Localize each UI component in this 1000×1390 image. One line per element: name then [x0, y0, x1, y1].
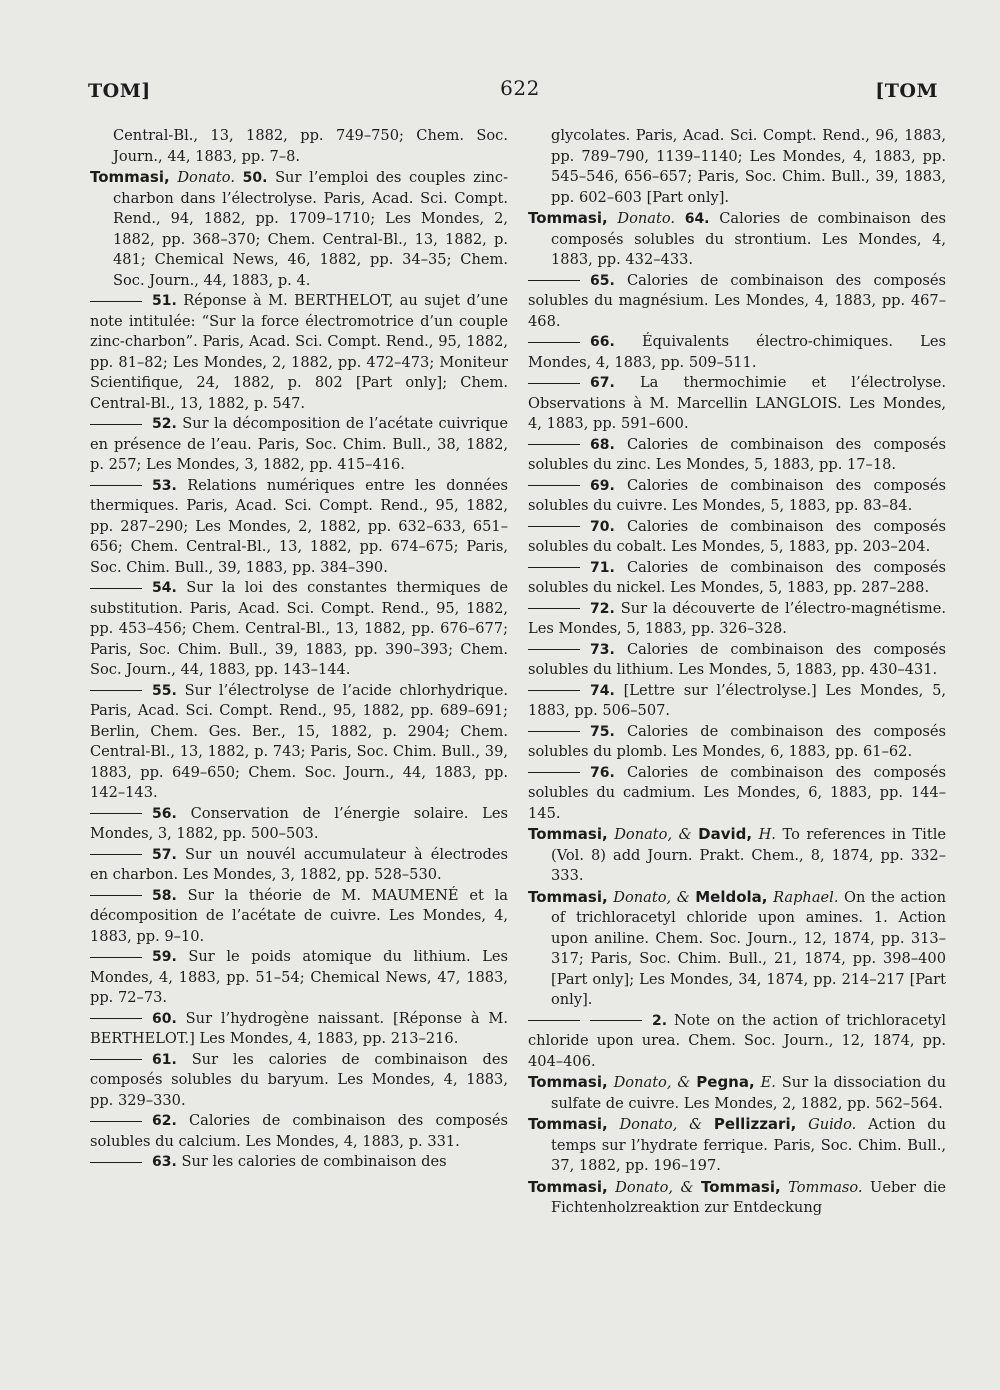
- entry-number: 72.: [590, 600, 615, 617]
- entry-text: Calories de combinaison des composés solubles du calcium. Les Mondes, 4, 1883, p. 331.: [90, 1112, 508, 1150]
- coauthor-surname: Pellizzari,: [713, 1115, 797, 1133]
- entry-number: 2.: [652, 1012, 668, 1029]
- author-entry: [528, 887, 946, 1011]
- author-given-name: Donato.: [177, 169, 235, 186]
- sub-entry: [90, 1050, 508, 1112]
- sub-entry: [528, 332, 946, 373]
- sub-entry: [528, 271, 946, 333]
- sub-entry: [528, 373, 946, 435]
- sub-entry: [90, 476, 508, 579]
- sub-entry: [90, 845, 508, 886]
- author-surname: Tommasi,: [528, 209, 608, 227]
- ditto-dash: [90, 690, 142, 691]
- entry-text: Sur l’emploi des couples zinc-charbon dans l’électrolyse. Paris, Acad. Sci. Compt. Rend., 94, 1882, pp. 1709–1710; Les Mondes, 2, 1882, pp. 368–370; Chem. Central-Bl., 13, 1882, p. 481; Chemical News, 46, 1882, pp. 34–35; Chem. Soc. Journ., 44, 1883, p. 4.: [113, 169, 508, 289]
- entry-text: Note on the action of trichloracetyl chloride upon urea. Chem. Soc. Journ., 12, 1874, pp. 404–406.: [528, 1011, 946, 1070]
- sub-entry: [90, 886, 508, 948]
- author-entry: [528, 208, 946, 271]
- entry-text: Conservation de l’énergie solaire. Les Mondes, 3, 1882, pp. 500–503.: [90, 804, 508, 842]
- entry-number: 62.: [152, 1113, 177, 1129]
- entry-text: glycolates. Paris, Acad. Sci. Compt. Rend., 96, 1883, pp. 789–790, 1139–1140; Les Mondes, 4, 1883, pp. 545–546, 656–657; Paris, Soc. Chim. Bull., 39, 1883, pp. 602–603 [Part only].: [551, 127, 946, 206]
- entry-number: 64.: [684, 211, 710, 227]
- author-surname: Tommasi,: [528, 825, 608, 843]
- coauthor-surname: Meldola,: [695, 887, 768, 906]
- coauthor-surname: Pegna,: [696, 1073, 755, 1091]
- sub-entry: [528, 722, 946, 763]
- ditto-dash: [528, 280, 580, 281]
- page-number: 622: [500, 76, 540, 100]
- sub-entry: [528, 435, 946, 476]
- ditto-dash: [528, 772, 580, 773]
- entry-text: Sur la décomposition de l’acétate cuivrique en présence de l’eau. Paris, Soc. Chim. Bull., 38, 1882, p. 257; Les Mondes, 3, 1882, pp. 415–416.: [90, 415, 508, 473]
- entry-text: Calories de combinaison des composés solubles du cuivre. Les Mondes, 5, 1883, pp. 83–84.: [528, 476, 946, 514]
- entry-text: Calories de combinaison des composés solubles du cadmium. Les Mondes, 6, 1883, pp. 144–145.: [528, 763, 946, 822]
- ditto-dash: [90, 424, 142, 425]
- entry-text: To references in Title (Vol. 8) add Journ. Prakt. Chem., 8, 1874, pp. 332–333.: [551, 826, 946, 884]
- author-entry: [528, 824, 946, 887]
- sub-entry: [90, 578, 508, 681]
- sub-entry: [528, 763, 946, 825]
- entry-text: Ueber die Fichtenholzreaktion zur Entdeckung: [551, 1178, 946, 1216]
- author-given-name: Donato, &: [615, 1178, 694, 1196]
- coauthor-given-name: E.: [760, 1074, 776, 1091]
- coauthor-given-name: H.: [758, 826, 776, 843]
- entry-number: 50.: [242, 170, 268, 186]
- ditto-dash: [590, 1020, 642, 1021]
- entry-text: La thermochimie et l’électrolyse. Observations à M. Marcellin LANGLOIS. Les Mondes, 4, 1883, pp. 591–600.: [528, 374, 946, 432]
- entry-text: Calories de combinaison des composés solubles du strontium. Les Mondes, 4, 1883, pp. 432–433.: [551, 210, 946, 268]
- entry-text: Central-Bl., 13, 1882, pp. 749–750; Chem. Soc. Journ., 44, 1883, pp. 7–8.: [113, 127, 508, 165]
- author-surname: Tommasi,: [90, 168, 170, 186]
- author-surname: Tommasi,: [528, 1115, 608, 1133]
- entry-number: 58.: [152, 887, 177, 904]
- sub-entry: [90, 291, 508, 414]
- ditto-dash: [528, 608, 580, 609]
- sub-entry: [528, 640, 946, 681]
- entry-number: 52.: [152, 416, 177, 432]
- entry-number: 75.: [590, 723, 615, 740]
- sub-entry: [90, 1111, 508, 1152]
- entry-text: Sur les calories de combinaison des: [181, 1153, 447, 1170]
- entry-text: Équivalents électro-chimiques. Les Mondes, 4, 1883, pp. 509–511.: [528, 333, 946, 371]
- author-given-name: Donato, &: [614, 826, 692, 843]
- sub-entry: [528, 599, 946, 640]
- sub-entry: [528, 476, 946, 517]
- ditto-dash: [528, 649, 580, 650]
- ditto-dash: [528, 485, 580, 486]
- entry-text: Calories de combinaison des composés solubles du lithium. Les Mondes, 5, 1883, pp. 430–431.: [528, 640, 946, 678]
- author-entry: [528, 1114, 946, 1177]
- entry-text: Action du temps sur l’hydrate ferrique. Paris, Soc. Chim. Bull., 37, 1882, pp. 196–197.: [551, 1116, 946, 1174]
- entry-text: Sur les calories de combinaison des composés solubles du baryum. Les Mondes, 4, 1883, pp. 329–330.: [90, 1050, 508, 1109]
- sub-entry: [528, 558, 946, 599]
- sub-entry: [90, 804, 508, 845]
- entry-text: Sur la théorie de M. MAUMENÉ et la décomposition de l’acétate de cuivre. Les Mondes, 4, 1883, pp. 9–10.: [90, 886, 508, 945]
- ditto-dash: [90, 957, 142, 958]
- author-entry: [528, 1177, 946, 1219]
- entry-text: On the action of trichloracetyl chloride upon amines. 1. Action upon aniline. Chem. Soc. Journ., 12, 1874, pp. 313–317; Paris, Soc. Chim. Bull., 21, 1874, pp. 398–400 [Part only]; Les Mondes, 34, 1874, pp. 214–217 [Part only].: [551, 888, 946, 1008]
- entry-text: Sur la dissociation du sulfate de cuivre. Les Mondes, 2, 1882, pp. 562–564.: [551, 1074, 946, 1112]
- entry-text: Sur le poids atomique du lithium. Les Mondes, 4, 1883, pp. 51–54; Chemical News, 47, 1883, pp. 72–73.: [90, 948, 508, 1006]
- ditto-dash: [90, 895, 142, 896]
- entry-number: 66.: [590, 334, 615, 350]
- entry-text: Calories de combinaison des composés solubles du cobalt. Les Mondes, 5, 1883, pp. 203–204.: [528, 517, 946, 555]
- coauthor-given-name: Guido.: [808, 1116, 857, 1133]
- entry-number: 69.: [590, 477, 615, 494]
- author-entry: [90, 167, 508, 291]
- entry-text: Calories de combinaison des composés solubles du magnésium. Les Mondes, 4, 1883, pp. 467–468.: [528, 271, 946, 330]
- ditto-dash: [528, 690, 580, 691]
- ditto-dash: [528, 526, 580, 527]
- ditto-dash: [528, 444, 580, 445]
- entry-number: 54.: [152, 580, 177, 596]
- author-given-name: Donato.: [617, 210, 676, 227]
- ditto-dash: [90, 1018, 142, 1019]
- right-column: [528, 126, 946, 1356]
- entry-number: 63.: [152, 1154, 177, 1170]
- author-surname: Tommasi,: [528, 1073, 608, 1091]
- ditto-dash: [528, 731, 580, 732]
- coauthor-given-name: Raphael.: [773, 888, 839, 906]
- entry-number: 56.: [152, 805, 177, 822]
- sub-entry: [90, 681, 508, 804]
- coauthor-given-name: Tommaso.: [788, 1178, 863, 1196]
- sub-entry: [90, 1152, 508, 1173]
- entry-text: Sur l’hydrogène naissant. [Réponse à M. BERTHELOT.] Les Mondes, 4, 1883, pp. 213–216.: [90, 1009, 508, 1047]
- author-surname: Tommasi,: [528, 887, 608, 906]
- entry-text: Relations numériques entre les données thermiques. Paris, Acad. Sci. Compt. Rend., 95, 1882, pp. 287–290; Les Mondes, 2, 1882, pp. 632–633, 651–656; Chem. Central-Bl., 13, 1882, pp. 674–675; Paris, Soc. Chim. Bull., 39, 1883, pp. 384–390.: [90, 476, 508, 576]
- coauthor-surname: David,: [698, 825, 753, 843]
- entry-text: Réponse à M. BERTHELOT, au sujet d’une note intitulée: “Sur la force électromotrice d’un couple zinc-charbon”. Paris, Acad. Sci. Compt. Rend., 95, 1882, pp. 81–82; Les Mondes, 2, 1882, pp. 472–473; Moniteur Scientifique, 24, 1882, p. 802 [Part only]; Chem. Central-Bl., 13, 1882, p. 547.: [90, 292, 508, 412]
- ditto-dash: [90, 813, 142, 814]
- ditto-dash: [90, 854, 142, 855]
- entry-number: 71.: [590, 559, 615, 576]
- entry-number: 61.: [152, 1051, 177, 1068]
- entry-number: 55.: [152, 682, 177, 699]
- sub-entry: [528, 517, 946, 558]
- author-entry: [528, 1072, 946, 1114]
- ditto-dash: [528, 567, 580, 568]
- sub-entry: [90, 1009, 508, 1050]
- entry-text: Sur la loi des constantes thermiques de substitution. Paris, Acad. Sci. Compt. Rend., 95, 1882, pp. 453–456; Chem. Central-Bl., 13, 1882, pp. 676–677; Paris, Soc. Chim. Bull., 39, 1883, pp. 390–393; Chem. Soc. Journ., 44, 1883, pp. 143–144.: [90, 579, 508, 678]
- entry-number: 76.: [590, 764, 615, 781]
- author-surname: Tommasi,: [528, 1177, 608, 1196]
- header-left: TOM]: [88, 80, 151, 102]
- entry-text: Calories de combinaison des composés solubles du plomb. Les Mondes, 6, 1883, pp. 61–62.: [528, 722, 946, 760]
- ditto-dash: [528, 383, 580, 384]
- entry-number: 51.: [152, 293, 177, 309]
- sub-entry: [90, 947, 508, 1009]
- entry-number: 67.: [590, 375, 615, 391]
- ditto-dash: [528, 1020, 580, 1021]
- ditto-dash: [90, 301, 142, 302]
- ditto-dash: [90, 588, 142, 589]
- ditto-dash: [90, 485, 142, 486]
- entry-number: 59.: [152, 949, 177, 965]
- entry-number: 65.: [590, 272, 615, 289]
- entry-text: Calories de combinaison des composés solubles du zinc. Les Mondes, 5, 1883, pp. 17–18.: [528, 435, 946, 473]
- entry-text: Calories de combinaison des composés solubles du nickel. Les Mondes, 5, 1883, pp. 287–288.: [528, 558, 946, 596]
- entry-text: Sur la découverte de l’électro-magnétisme. Les Mondes, 5, 1883, pp. 326–328.: [528, 599, 946, 637]
- author-given-name: Donato, &: [619, 1116, 703, 1133]
- entry-text: Sur l’électrolyse de l’acide chlorhydrique. Paris, Acad. Sci. Compt. Rend., 95, 1882, pp. 689–691; Berlin, Chem. Ges. Ber., 15, 1882, p. 2904; Chem. Central-Bl., 13, 1882, p. 743; Paris, Soc. Chim. Bull., 39, 1883, pp. 649–650; Chem. Soc. Journ., 44, 1883, pp. 142–143.: [90, 681, 508, 801]
- entry-text: [Lettre sur l’électrolyse.] Les Mondes, 5, 1883, pp. 506–507.: [528, 681, 946, 719]
- entry-number: 60.: [152, 1010, 177, 1027]
- entry-continuation: [90, 126, 508, 167]
- author-given-name: Donato, &: [613, 1074, 691, 1091]
- sub-entry: [90, 414, 508, 476]
- entry-number: 57.: [152, 846, 177, 863]
- entry-number: 73.: [590, 641, 615, 658]
- entry-text: Sur un nouvél accumulateur à électrodes en charbon. Les Mondes, 3, 1882, pp. 528–530.: [90, 845, 508, 883]
- ditto-dash: [90, 1059, 142, 1060]
- entry-number: 68.: [590, 436, 615, 453]
- coauthor-surname: Tommasi,: [700, 1177, 781, 1196]
- left-column: [90, 126, 508, 1356]
- entry-number: 70.: [590, 518, 615, 535]
- sub-entry: [528, 1011, 946, 1073]
- entry-number: 53.: [152, 477, 177, 494]
- sub-entry: [528, 681, 946, 722]
- author-given-name: Donato, &: [613, 888, 690, 906]
- ditto-dash: [90, 1162, 142, 1163]
- entry-continuation: [528, 126, 946, 208]
- entry-number: 74.: [590, 682, 615, 699]
- header-right: [TOM: [875, 80, 938, 102]
- ditto-dash: [528, 342, 580, 343]
- ditto-dash: [90, 1121, 142, 1122]
